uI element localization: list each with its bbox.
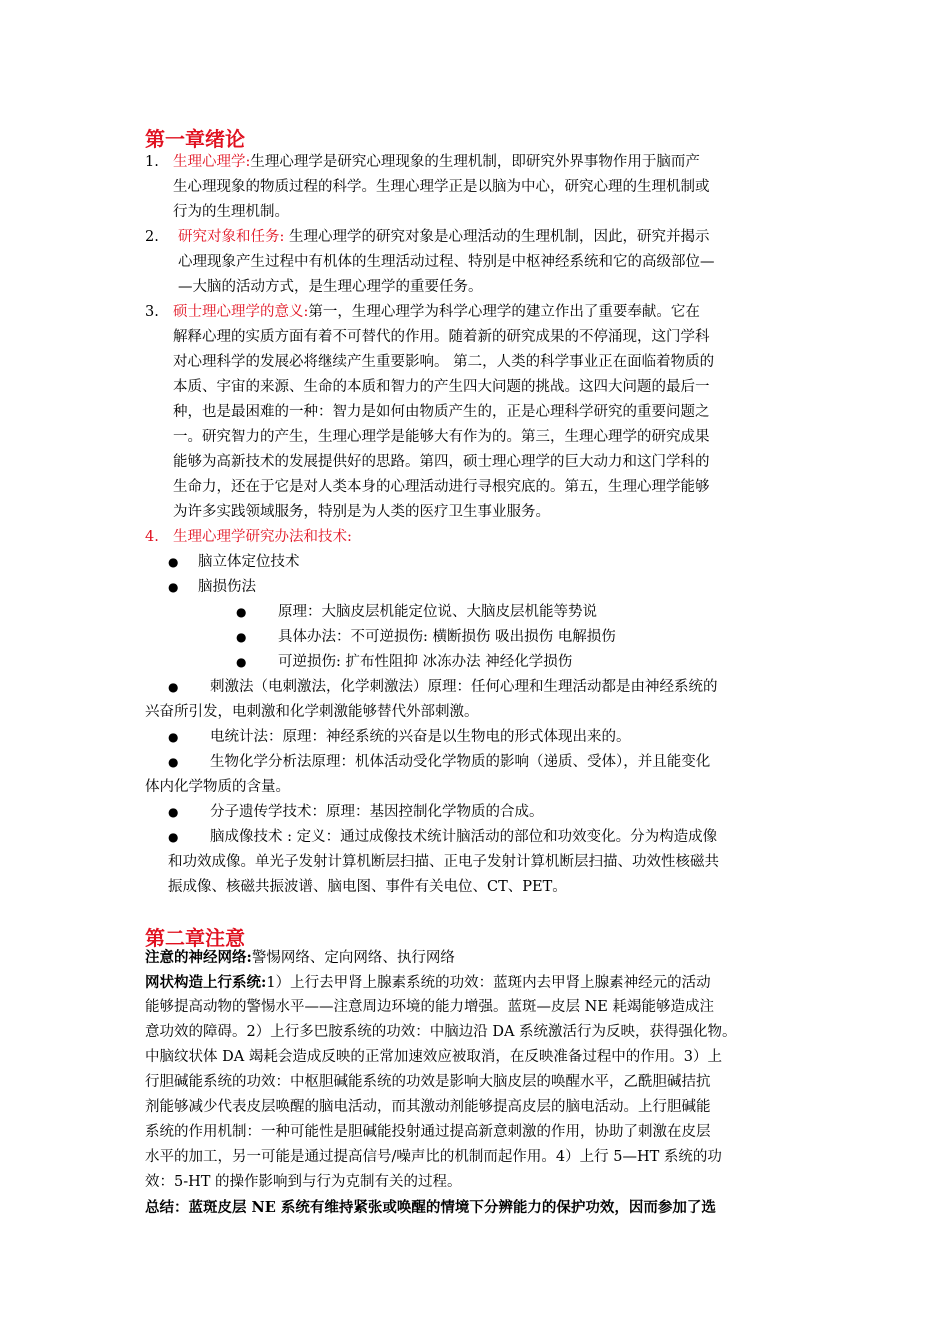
item3-text: 第一，生理心理学为科学心理学的建立作出了重要奉献。它在 xyxy=(308,304,700,320)
item1-number: 1. xyxy=(145,154,159,170)
black-circle-bullet-icon: ● xyxy=(168,805,179,819)
sub-bullet-principle: 原理：大脑皮层机能定位说、大脑皮层机能等势说 xyxy=(278,604,597,620)
chapter1-title: 第一章绪论 xyxy=(145,127,245,151)
bullet-genetics: 分子遗传学技术：原理：基因控制化学物质的合成。 xyxy=(210,804,544,820)
bullet-imaging: 脑成像技术 : 定义：通过成像技术统计脑活动的部位和功效变化。分为构造成像 xyxy=(210,829,718,845)
ras-line9: 效：5-HT 的操作影响到与行为克制有关的过程。 xyxy=(145,1174,462,1190)
black-circle-bullet-icon: ● xyxy=(236,605,247,619)
bullet-imaging-cont1: 和功效成像。单光子发射计算机断层扫描、正电子发射计算机断层扫描、功效性核磁共 xyxy=(168,854,719,870)
item3-line9: 为许多实践领域服务，特别是为人类的医疗卫生事业服务。 xyxy=(173,504,550,520)
item2-line2: 心理现象产生过程中有机体的生理活动过程、特别是中枢神经系统和它的高级部位— xyxy=(178,254,715,270)
black-circle-bullet-icon: ● xyxy=(168,730,179,744)
item3-line8: 生命力，还在于它是对人类本身的心理活动进行寻根究底的。第五，生理心理学能够 xyxy=(173,479,710,495)
bullet-biochemical-cont: 体内化学物质的含量。 xyxy=(145,779,290,795)
ras-heading: 网状构造上行系统: xyxy=(145,974,267,991)
item2-heading: 研究对象和任务: xyxy=(178,229,285,245)
item3-number: 3. xyxy=(145,304,159,320)
bullet-biochemical: 生物化学分析法原理：机体活动受化学物质的影响（递质、受体），并且能变化 xyxy=(210,754,711,770)
ras-line2: 能够提高动物的警惕水平——注意周边环境的能力增强。蓝斑—皮层 NE 耗竭能够造成注 xyxy=(145,999,714,1015)
ras-line7: 系统的作用机制：一种可能性是胆碱能投射通过提高新意刺激的作用，协助了刺激在皮层 xyxy=(145,1124,711,1140)
item3-line4: 本质、宇宙的来源、生命的本质和智力的产生四大问题的挑战。这四大问题的最后一 xyxy=(173,379,710,395)
sub-bullet-methods: 具体办法：不可逆损伤: 横断损伤 吸出损伤 电解损伤 xyxy=(278,629,616,645)
item1-line3: 行为的生理机制。 xyxy=(173,204,289,220)
bullet-stimulation: 刺激法（电刺激法，化学刺激法）原理：任何心理和生理活动都是由神经系统的 xyxy=(210,679,718,695)
item2-text: 生理心理学的研究对象是心理活动的生理机制，因此，研究并揭示 xyxy=(289,229,710,245)
item3-line xyxy=(173,300,700,325)
chapter2-title: 第二章注意 xyxy=(145,926,245,950)
ras-line4: 中脑纹状体 DA 竭耗会造成反映的正常加速效应被取消，在反映准备过程中的作用。3）上 xyxy=(145,1049,723,1065)
bullet-stimulation-cont: 兴奋所引发，电刺激和化学刺激能够替代外部刺激。 xyxy=(145,704,479,720)
item3-heading: 硕士理心理学的意义: xyxy=(173,304,309,320)
summary-line: 总结：蓝斑皮层 NE 系统有维持紧张或唤醒的情境下分辨能力的保护功效，因而参加了选 xyxy=(145,1199,716,1216)
item2-line3: —大脑的活动方式，是生理心理学的重要任务。 xyxy=(178,279,483,295)
item4-heading: 生理心理学研究办法和技术: xyxy=(173,529,352,545)
ras-line6: 剂能够减少代表皮层唤醒的脑电活动，而其激动剂能够提高皮层的脑电活动。上行胆碱能 xyxy=(145,1099,711,1115)
black-circle-bullet-icon: ● xyxy=(168,580,179,594)
black-circle-bullet-icon: ● xyxy=(168,680,179,694)
neural-network-text: 警惕网络、定向网络、执行网络 xyxy=(251,950,455,966)
ras-line5: 行胆碱能系统的功效：中枢胆碱能系统的功效是影响大脑皮层的唤醒水平，乙酰胆碱拮抗 xyxy=(145,1074,711,1090)
ras-line8: 水平的加工，另一可能是通过提高信号/噪声比的机制而起作用。4）上行 5—HT 系统的功 xyxy=(145,1149,722,1165)
item2-number: 2. xyxy=(145,229,159,245)
sub-bullet-reversible: 可逆损伤: 扩布性阻抑 冰冻办法 神经化学损伤 xyxy=(278,654,573,670)
black-circle-bullet-icon: ● xyxy=(168,830,179,844)
item3-line3: 对心理科学的发展必将继续产生重要影响。 第二，人类的科学事业正在面临着物质的 xyxy=(173,354,715,370)
bullet-imaging-cont2: 振成像、核磁共振波谱、脑电图、事件有关电位、CT、PET。 xyxy=(168,879,567,895)
ras-text: 1）上行去甲肾上腺素系统的功效：蓝斑内去甲肾上腺素神经元的活动 xyxy=(266,975,711,991)
item2-line xyxy=(178,225,710,250)
black-circle-bullet-icon: ● xyxy=(236,630,247,644)
ras-line3: 意功效的障碍。2）上行多巴胺系统的功效：中脑边沿 DA 系统激活行为反映，获得强化物。 xyxy=(145,1024,737,1040)
item4-number: 4. xyxy=(145,529,159,545)
item3-line2: 解释心理的实质方面有着不可替代的作用。随着新的研究成果的不停涌现，这门学科 xyxy=(173,329,710,345)
item1-text: 生理心理学是研究心理现象的生理机制，即研究外界事物作用于脑而产 xyxy=(250,154,700,170)
item1-heading: 生理心理学: xyxy=(173,154,251,170)
black-circle-bullet-icon: ● xyxy=(168,555,179,569)
bullet-stereotaxic: 脑立体定位技术 xyxy=(198,554,300,570)
black-circle-bullet-icon: ● xyxy=(168,755,179,769)
item3-line5: 种，也是最困难的一种：智力是如何由物质产生的，正是心理科学研究的重要问题之 xyxy=(173,404,710,420)
neural-network-line xyxy=(145,945,455,971)
black-circle-bullet-icon: ● xyxy=(236,655,247,669)
ras-line xyxy=(145,970,711,996)
bullet-lesion: 脑损伤法 xyxy=(198,579,256,595)
item3-line7: 能够为高新技术的发展提供好的思路。第四，硕士理心理学的巨大动力和这门学科的 xyxy=(173,454,710,470)
item3-line6: 一。研究智力的产生，生理心理学是能够大有作为的。第三，生理心理学的研究成果 xyxy=(173,429,710,445)
item1-line xyxy=(173,150,700,175)
neural-network-heading: 注意的神经网络: xyxy=(145,949,252,966)
bullet-electrical-recording: 电统计法：原理：神经系统的兴奋是以生物电的形式体现出来的。 xyxy=(210,729,631,745)
item1-line2: 生心理现象的物质过程的科学。生理心理学正是以脑为中心，研究心理的生理机制或 xyxy=(173,179,710,195)
